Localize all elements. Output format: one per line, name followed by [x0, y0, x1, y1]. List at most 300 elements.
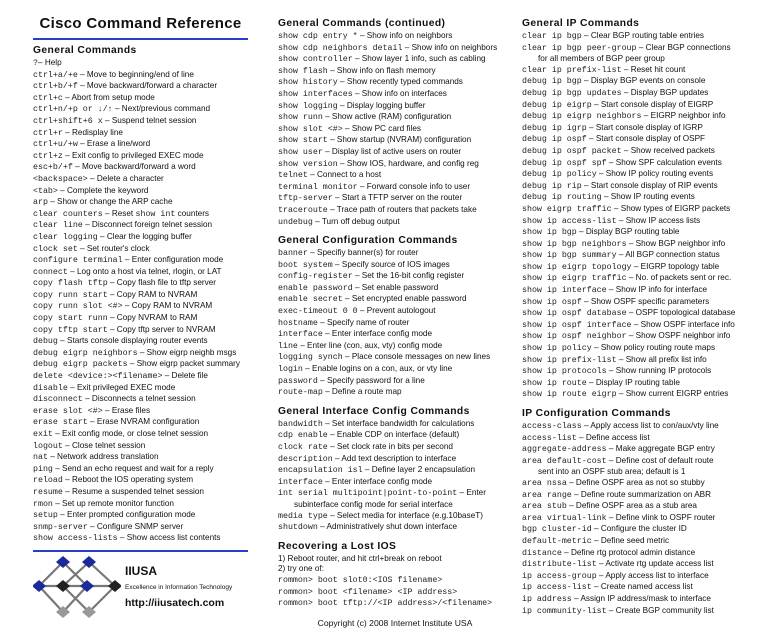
command-description: – Display list of active users on router: [322, 146, 462, 156]
command-entry: [33, 499, 248, 511]
command-text: erase slot <#>: [33, 406, 103, 416]
command-entry: [33, 128, 248, 140]
command-description: – Next/previous command: [112, 104, 211, 114]
command-description: sent into an OSPF stub area; default is 1: [538, 467, 686, 477]
command-entry: [278, 124, 512, 136]
command-description: – Set router's clock: [77, 243, 150, 253]
command-description: – Copy NVRAM to RAM: [107, 313, 198, 323]
command-description: – Show recently typed commands: [337, 77, 463, 87]
command-description: – Erase a line/word: [77, 139, 151, 149]
command-text: tftp-server: [278, 194, 333, 204]
command-text: configure terminal: [33, 256, 123, 266]
section-heading: IP Configuration Commands: [522, 408, 671, 419]
command-text: show ip bgp summary: [522, 251, 617, 261]
command-entry: [33, 533, 248, 545]
command-text: hostname: [278, 318, 318, 328]
command-entry: [278, 564, 512, 575]
command-entry: [278, 419, 512, 431]
command-entry: [33, 417, 248, 429]
command-entry: [278, 89, 512, 101]
command-text: ctrl+a/+e: [33, 70, 78, 80]
command-description: – No. of packets sent or rec.: [626, 273, 732, 283]
section-heading: General Interface Config Commands: [278, 405, 470, 417]
command-text: show version: [278, 159, 338, 169]
command-text: area default-cost: [522, 456, 607, 466]
command-description: – EIGRP neighbor info: [641, 111, 726, 121]
command-entry: [33, 441, 248, 453]
command-description: – Define OSPF area as a stub area: [566, 501, 697, 511]
command-description: – Start console display of EIGRP: [591, 99, 714, 109]
command-description: – Delete file: [162, 371, 208, 381]
section-heading: General Configuration Commands: [278, 235, 458, 247]
command-entry: [278, 364, 512, 376]
command-text: ctrl+u/+w: [33, 140, 78, 150]
command-entry: [33, 406, 248, 418]
command-description: – Show received packets: [621, 145, 715, 155]
command-entry: [33, 394, 248, 406]
command-entry: [278, 430, 512, 442]
command-text: exit: [33, 430, 53, 439]
command-description: – Enter line (con, aux, vty) config mode: [297, 340, 443, 350]
command-text: show ip bgp: [522, 228, 577, 238]
command-description: – Define OSPF area as not so stubby: [566, 477, 705, 487]
command-description: – Start a TFTP server on the router: [332, 193, 463, 203]
command-entry: [33, 452, 248, 464]
command-description: – Show OSPF specific parameters: [581, 296, 710, 306]
command-text: ctrl+c: [33, 93, 63, 103]
command-entry: [278, 522, 512, 534]
command-entry: [278, 442, 512, 454]
command-entry: [33, 383, 248, 395]
command-description: – Copy flash file to tftp server: [107, 278, 216, 288]
command-entry: [33, 429, 248, 441]
command-description: – Copy RAM to NVRAM: [107, 289, 198, 299]
command-entry: [522, 88, 762, 100]
command-text: area virtual-link: [522, 513, 607, 523]
command-text: description: [278, 454, 333, 464]
command-text: debug ip ospf spf: [522, 158, 607, 168]
command-text: show ip route eigrp: [522, 390, 617, 400]
command-entry: [278, 135, 512, 147]
section-heading: General Commands (continued): [278, 18, 446, 29]
command-text: reload: [33, 476, 63, 486]
command-text: ip access-group: [522, 571, 597, 581]
command-text: show int: [135, 209, 176, 219]
command-text: copy start runn: [33, 314, 108, 324]
command-text: password: [278, 376, 318, 386]
command-description: – Show current EIGRP entries: [616, 389, 729, 399]
command-description: – Specify source of IOS images: [332, 259, 450, 269]
command-entry: [33, 475, 248, 487]
command-text: connect: [33, 267, 68, 277]
command-description: – Place console messages on new lines: [342, 352, 491, 362]
command-description: – Specifiy banner(s) for router: [307, 248, 419, 258]
command-text: debug: [33, 337, 58, 347]
command-entry: [278, 341, 512, 353]
command-text: clear ip bgp peer-group: [522, 43, 637, 53]
command-text: clear logging: [33, 232, 98, 242]
command-entry: [278, 101, 512, 113]
command-text: exec-timeout 0 0: [278, 307, 358, 317]
command-entry: [33, 186, 248, 198]
command-entry: [33, 116, 248, 128]
column-3: [522, 0, 762, 617]
command-entry: [278, 329, 512, 341]
command-text: rmon: [33, 499, 53, 509]
command-description: – Define cost of default route: [606, 455, 714, 465]
command-text: show flash: [278, 66, 328, 76]
command-text: show history: [278, 78, 338, 88]
command-text: aggregate-address: [522, 445, 607, 455]
command-text: show ip ospf database: [522, 309, 627, 319]
command-text: show ip protocols: [522, 367, 607, 377]
command-text: route-map: [278, 388, 323, 398]
command-entry: [522, 239, 762, 251]
command-text: debug ip policy: [522, 170, 597, 180]
command-description: – Display BGP events on console: [581, 76, 706, 86]
command-text: copy tftp start: [33, 325, 108, 335]
command-entry: [33, 313, 248, 325]
command-entry: [33, 290, 248, 302]
command-description: – Set up remote monitor function: [52, 498, 174, 508]
command-description: – Display IP routing table: [586, 377, 680, 387]
command-entry: [522, 273, 762, 285]
command-text: debug ip eigrp: [522, 100, 592, 110]
command-text: rommon> boot slot0:<IOS filename>: [278, 575, 443, 585]
command-entry: [522, 433, 762, 445]
command-text: show user: [278, 147, 323, 157]
command-entry: [33, 371, 248, 383]
command-text: copy runn start: [33, 290, 108, 300]
command-entry: [33, 58, 248, 70]
command-description: – Move backward/forward a character: [77, 81, 218, 91]
command-text: media type: [278, 511, 328, 521]
command-entry: [33, 151, 248, 163]
command-entry: [522, 100, 762, 112]
command-entry: [522, 123, 762, 135]
command-description: – Move to beginning/end of line: [77, 69, 194, 79]
command-description: – Exit config mode, or close telnet session: [52, 429, 209, 438]
command-text: enable password: [278, 283, 353, 293]
command-description: – Set interface bandwidth for calculations: [322, 418, 475, 428]
command-description: – Show info on flash memory: [327, 65, 436, 75]
command-text: snmp-server: [33, 522, 88, 532]
command-entry: [522, 158, 762, 170]
command-text: config-register: [278, 272, 353, 282]
command-description: – Show or change the ARP cache: [47, 197, 173, 207]
command-entry: [522, 421, 762, 433]
command-entry: [278, 306, 512, 318]
command-entry: [278, 147, 512, 159]
command-entry: [522, 548, 762, 560]
command-entry: [33, 510, 248, 522]
command-description: – Add text description to interface: [332, 453, 457, 463]
command-entry: [522, 308, 762, 320]
command-entry: [278, 43, 512, 55]
command-description: – Enter: [457, 488, 486, 498]
command-entry: [33, 267, 248, 279]
command-entry: [522, 343, 762, 355]
command-description: subinterface config mode for serial interface: [294, 499, 453, 509]
command-text: clear counters: [33, 209, 103, 219]
title-divider: [33, 38, 248, 40]
command-text: show ip interface: [522, 286, 607, 296]
command-entry: [522, 582, 762, 594]
command-text: esc+b/+f: [33, 163, 73, 173]
command-entry: [522, 111, 762, 123]
command-entry: [278, 554, 512, 565]
command-text: copy flash tftp: [33, 279, 108, 289]
command-text: debug ip eigrp neighbors: [522, 112, 642, 122]
command-text: show ip eigrp topology: [522, 262, 632, 272]
command-description: – Show IOS, hardware, and config reg: [337, 158, 479, 168]
command-description: – Log onto a host via telnet, rlogin, or LAT: [67, 266, 222, 276]
column-1: [33, 0, 248, 618]
command-text: <tab>: [33, 186, 58, 196]
command-text: disable: [33, 383, 68, 393]
command-description: – Apply access list to interface: [596, 570, 709, 580]
command-description: – Create named access list: [591, 582, 693, 592]
copyright: Copyright (c) 2008 Internet Institute USA: [317, 617, 473, 628]
command-text: disconnect: [33, 395, 83, 405]
command-description: – Prevent autologout: [357, 306, 436, 316]
command-text: logging synch: [278, 353, 343, 363]
command-description: – Configure SNMP server: [87, 521, 184, 531]
command-entry: [278, 500, 512, 511]
command-text: show ip policy: [522, 344, 592, 354]
command-text: ping: [33, 464, 53, 474]
command-text: show ip ospf interface: [522, 320, 632, 330]
command-description: – Reboot the IOS operating system: [62, 475, 194, 485]
command-description: – Clear the logging buffer: [97, 231, 192, 241]
command-entry: [278, 587, 512, 599]
command-entry: [522, 216, 762, 228]
logo-url[interactable]: http://iiusatech.com: [125, 597, 225, 610]
command-text: ctrl+n/+p or ↓/↑: [33, 105, 113, 115]
command-text: clear ip bgp: [522, 32, 582, 41]
command-text: logout: [33, 441, 63, 451]
command-description: – Reset hit count: [621, 64, 686, 74]
command-description: – Specify password for a line: [317, 375, 425, 385]
command-entry: [33, 174, 248, 186]
command-text: ip community-list: [522, 606, 607, 616]
command-description: – Show PC card files: [342, 123, 422, 133]
command-text: setup: [33, 511, 58, 521]
command-entry: [278, 454, 512, 466]
command-text: ip address: [522, 594, 572, 604]
command-entry: [522, 513, 762, 525]
command-text: encapsulation isl: [278, 466, 363, 476]
command-description: – Disconnect foreign telnet session: [82, 220, 213, 230]
command-entry: [522, 444, 762, 456]
command-text: interface: [278, 477, 323, 487]
command-text: telnet: [278, 171, 308, 181]
command-text: shutdown: [278, 523, 318, 533]
command-description: – Display logging buffer: [337, 100, 426, 110]
command-description: – Show layer 1 info, such as cabling: [352, 54, 486, 64]
command-entry: [522, 146, 762, 158]
command-text: show runn: [278, 113, 323, 123]
command-description: – Network address translation: [47, 452, 159, 462]
command-entry: [33, 278, 248, 290]
command-entry: [522, 297, 762, 309]
command-text: show ip access-list: [522, 216, 617, 226]
command-text: show ip ospf neighbor: [522, 332, 627, 342]
command-entry: [522, 65, 762, 77]
command-entry: [278, 465, 512, 477]
command-entry: [522, 169, 762, 181]
command-description: – Trace path of routers that packets take: [327, 204, 477, 214]
command-entry: [33, 81, 248, 93]
command-description: – Enter configuration mode: [122, 255, 224, 265]
command-description: – Suspend telnet session: [102, 115, 197, 125]
command-entry: [522, 389, 762, 401]
command-description: – Exit config to privileged EXEC mode: [62, 150, 204, 160]
command-description: – Copy RAM to NVRAM: [122, 301, 213, 311]
command-description: – Show IP routing events: [601, 192, 695, 202]
command-description: – Help: [37, 58, 62, 67]
command-description: – Show policy routing route maps: [591, 343, 716, 353]
command-entry: [522, 331, 762, 343]
section-heading: General Commands: [33, 45, 137, 56]
command-text: ctrl+r: [33, 128, 63, 138]
logo-tagline: Excellence in Information Technology: [125, 584, 233, 592]
command-entry: [522, 467, 762, 478]
command-entry: [522, 490, 762, 502]
command-entry: [33, 209, 248, 221]
command-text: distance: [522, 548, 562, 558]
command-entry: [33, 70, 248, 82]
command-text: show cdp entry *: [278, 32, 358, 41]
command-entry: [278, 217, 512, 229]
command-text: erase start: [33, 418, 88, 428]
command-text: access-list: [522, 433, 577, 443]
command-description: – Set clock rate in bits per second: [327, 442, 453, 451]
iiusa-logo: [33, 556, 248, 618]
command-entry: [522, 181, 762, 193]
command-entry: [33, 359, 248, 371]
command-text: terminal monitor: [278, 182, 358, 192]
command-entry: [278, 283, 512, 295]
command-entry: [278, 271, 512, 283]
command-description: for all members of BGP peer group: [538, 54, 665, 64]
command-text: show interfaces: [278, 89, 353, 99]
command-entry: [278, 170, 512, 182]
command-entry: [522, 54, 762, 65]
command-description: – Define layer 2 encapsulation: [362, 465, 476, 475]
command-description: 2) try one of:: [278, 564, 324, 574]
command-entry: [33, 93, 248, 105]
command-entry: [522, 250, 762, 262]
command-description: – Set enable password: [352, 282, 439, 292]
command-entry: [33, 197, 248, 209]
command-text: show slot <#>: [278, 124, 343, 134]
command-entry: [522, 536, 762, 548]
command-description: – Enter interface config mode: [322, 329, 433, 339]
page-title: Cisco Command Reference: [39, 15, 242, 32]
command-entry: [278, 205, 512, 217]
command-description: – Activate rtg update access list: [596, 559, 714, 569]
command-description: – Close telnet session: [62, 440, 146, 450]
command-text: debug ip routing: [522, 193, 602, 203]
command-entry: [33, 255, 248, 267]
command-text: rommon> boot tftp://<IP address>/<filename>: [278, 599, 493, 609]
command-text: rommon> boot <filename> <IP address>: [278, 587, 458, 597]
command-text: enable secret: [278, 295, 343, 305]
command-description: – EIGRP topology table: [631, 261, 720, 271]
command-description: – Show startup (NVRAM) configuration: [327, 135, 472, 145]
command-text: traceroute: [278, 205, 328, 215]
command-entry: [522, 43, 762, 55]
command-entry: [522, 456, 762, 468]
command-text: ctrl+z: [33, 151, 63, 161]
command-description: – Show IP access lists: [616, 215, 701, 225]
command-text: access-class: [522, 422, 582, 431]
command-text: debug ip igrp: [522, 123, 587, 133]
command-description: – Connect to a host: [307, 170, 382, 180]
command-entry: [522, 227, 762, 239]
command-text: login: [278, 365, 303, 375]
command-description: – Erase files: [102, 405, 151, 415]
command-description: – Show OSPF interface info: [631, 319, 735, 329]
command-description: – Forward console info to user: [357, 181, 471, 191]
command-entry: [33, 522, 248, 534]
command-entry: [522, 320, 762, 332]
command-description: – Display BGP routing table: [576, 227, 680, 237]
command-description: – Show eigrp packet summary: [127, 359, 241, 369]
command-entry: [33, 244, 248, 256]
command-text: show access-lists: [33, 534, 118, 544]
command-entry: [522, 559, 762, 571]
command-entry: [278, 477, 512, 489]
command-text: <backspace>: [33, 174, 88, 184]
command-text: interface: [278, 330, 323, 340]
command-description: – Start console display of RIP events: [581, 180, 718, 190]
command-description: – Delete a character: [87, 173, 164, 183]
command-entry: [278, 387, 512, 399]
command-text: debug ip bgp updates: [522, 88, 622, 98]
command-entry: [33, 220, 248, 232]
command-entry: [522, 355, 762, 367]
command-text: debug eigrp neighbors: [33, 348, 138, 358]
command-text: show start: [278, 136, 328, 146]
command-description: – OSPF topological database: [626, 308, 736, 318]
command-description: – Disconnects a telnet session: [82, 394, 196, 404]
command-text: show logging: [278, 101, 338, 111]
command-description: – Assign IP address/mask to interface: [571, 593, 711, 603]
command-description: – Create BGP community list: [606, 605, 714, 615]
command-description: – Define seed metric: [591, 535, 670, 545]
command-entry: [278, 77, 512, 89]
command-description: – Show types of EIGRP packets: [611, 203, 731, 213]
command-description: – Make aggregate BGP entry: [606, 444, 715, 454]
command-text: show cdp neighbors detail: [278, 43, 403, 53]
command-description: – Start console display of IGRP: [586, 122, 703, 132]
command-entry: [522, 378, 762, 390]
command-text: show ip ospf: [522, 297, 582, 307]
command-description: – Enter interface config mode: [322, 476, 433, 486]
command-description: – Send an echo request and wait for a reply: [52, 463, 214, 473]
command-text: clear line: [33, 221, 83, 231]
command-text: ?: [33, 59, 38, 68]
command-text: clock set: [33, 244, 78, 254]
command-entry: [278, 31, 512, 43]
command-entry: [522, 134, 762, 146]
command-entry: [33, 104, 248, 116]
command-entry: [278, 66, 512, 78]
command-text: bandwidth: [278, 419, 323, 429]
command-text: area range: [522, 490, 572, 500]
